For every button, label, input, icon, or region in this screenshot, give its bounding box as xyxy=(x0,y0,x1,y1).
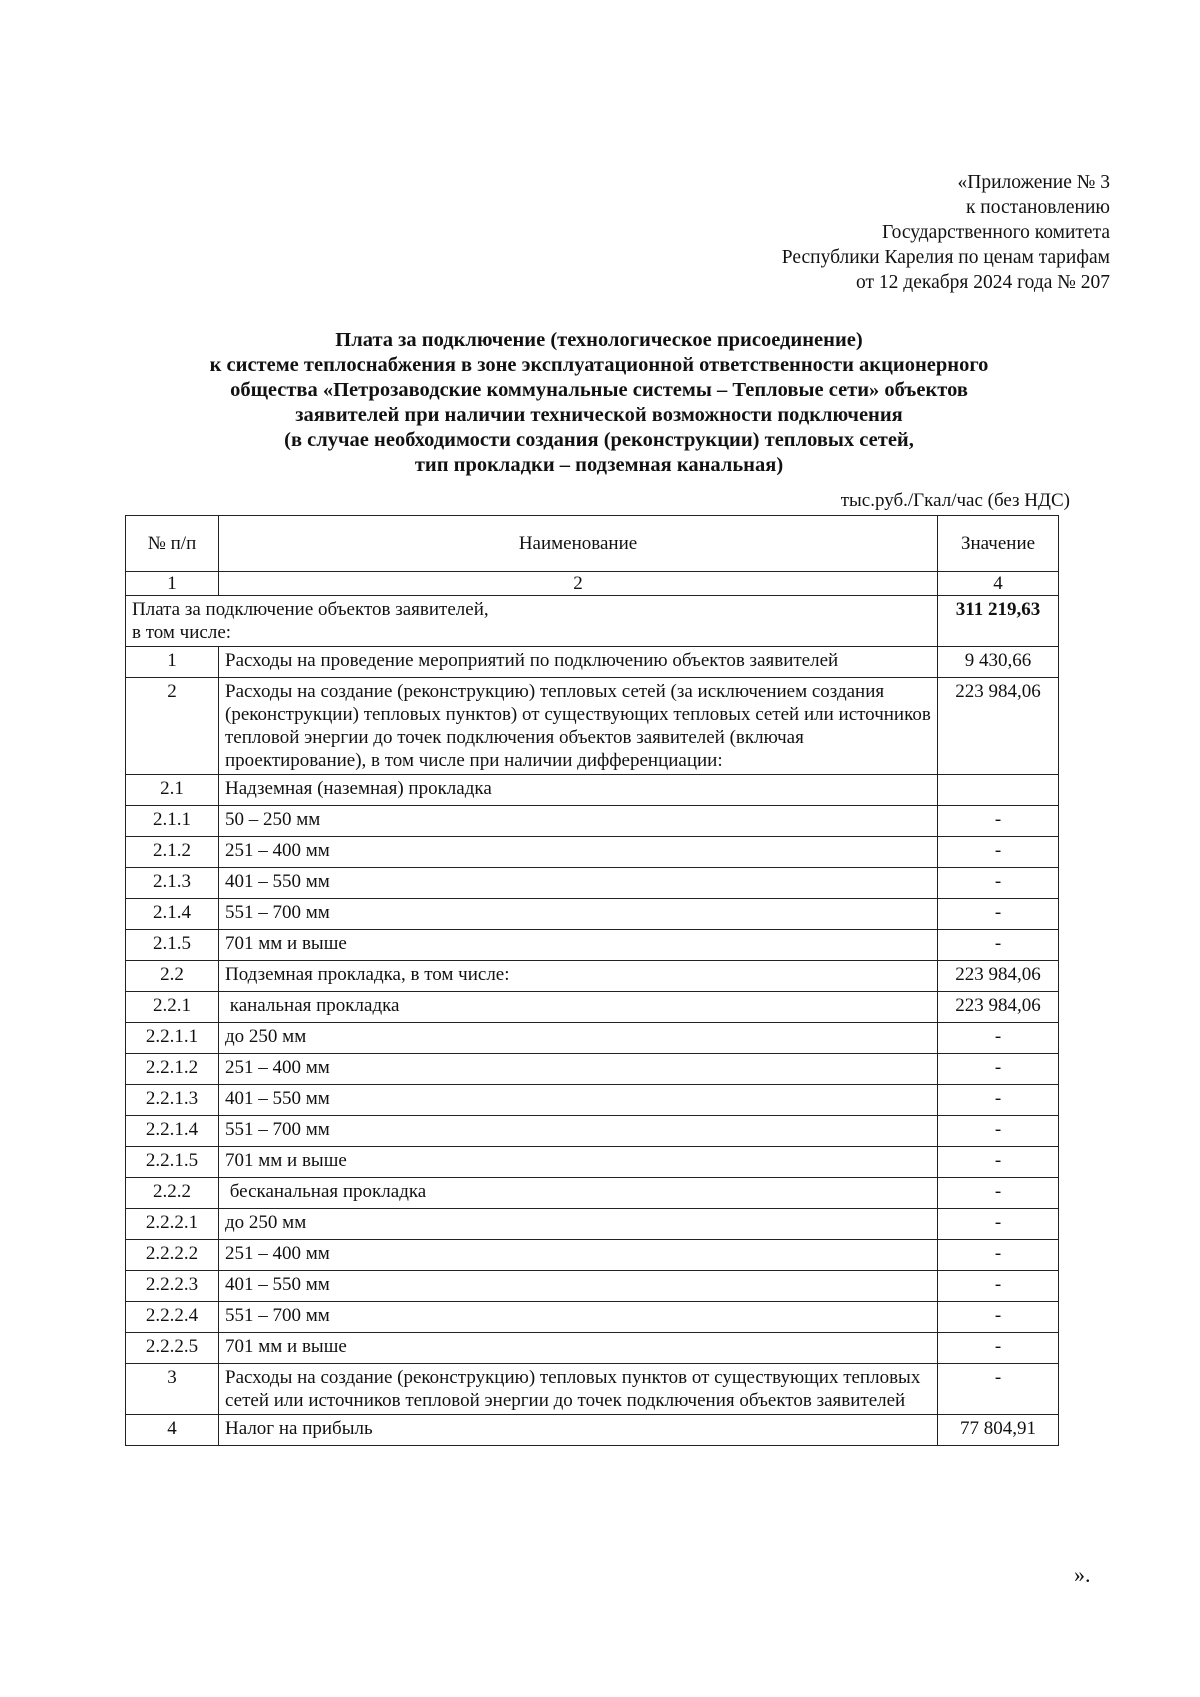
appendix-line: от 12 декабря 2024 года № 207 xyxy=(856,272,1110,293)
row-value: 77 804,91 xyxy=(938,1415,1059,1446)
row-name: 401 – 550 мм xyxy=(219,868,938,899)
row-number: 2.1.3 xyxy=(126,868,219,899)
row-number: 2.2.2.2 xyxy=(126,1240,219,1271)
document-title xyxy=(128,328,1070,478)
row-name: 251 – 400 мм xyxy=(219,837,938,868)
title-line: к системе теплоснабжения в зоне эксплуатационной ответственности акционерного xyxy=(209,354,989,376)
header-value: Значение xyxy=(938,516,1059,572)
row-name: 551 – 700 мм xyxy=(219,1116,938,1147)
row-name: канальная прокладка xyxy=(219,992,938,1023)
row-value: - xyxy=(938,1054,1059,1085)
row-name: Расходы на создание (реконструкцию) тепловых сетей (за исключением создания (реконструкции) тепловых пунктов) от существующих тепловых сетей или источников тепловой энергии до точек подключения объектов заявителей (включая проектирование), в том числе при наличии дифференциации: xyxy=(219,678,938,775)
row-value: - xyxy=(938,1209,1059,1240)
tariff-table xyxy=(125,515,1059,1446)
row-number: 4 xyxy=(126,1415,219,1446)
row-name: 551 – 700 мм xyxy=(219,1302,938,1333)
row-value xyxy=(938,775,1059,806)
total-row xyxy=(126,596,1059,647)
row-number: 2.2.2.1 xyxy=(126,1209,219,1240)
table-row xyxy=(126,647,1059,678)
table-row xyxy=(126,868,1059,899)
table-row xyxy=(126,1116,1059,1147)
row-name: 551 – 700 мм xyxy=(219,899,938,930)
closing-quote: ». xyxy=(1074,1562,1091,1587)
row-number: 2.2.1.4 xyxy=(126,1116,219,1147)
row-name: 701 мм и выше xyxy=(219,1147,938,1178)
row-value: - xyxy=(938,1085,1059,1116)
table-row xyxy=(126,1085,1059,1116)
row-value: - xyxy=(938,806,1059,837)
header-name: Наименование xyxy=(219,516,938,572)
row-number: 2.1.1 xyxy=(126,806,219,837)
column-number-row xyxy=(126,572,1059,596)
row-number: 3 xyxy=(126,1364,219,1415)
column-number: 4 xyxy=(938,572,1059,596)
appendix-header xyxy=(782,170,1110,295)
row-name: 401 – 550 мм xyxy=(219,1271,938,1302)
table-row xyxy=(126,1023,1059,1054)
table-row xyxy=(126,1209,1059,1240)
table-row xyxy=(126,1271,1059,1302)
row-value: - xyxy=(938,1271,1059,1302)
title-line: заявителей при наличии технической возможности подключения xyxy=(295,404,903,426)
row-value: 223 984,06 xyxy=(938,678,1059,775)
row-name: Расходы на проведение мероприятий по подключению объектов заявителей xyxy=(219,647,938,678)
total-name-line: в том числе: xyxy=(132,622,232,643)
row-name: 701 мм и выше xyxy=(219,1333,938,1364)
table-row xyxy=(126,899,1059,930)
row-number: 2.2.1.5 xyxy=(126,1147,219,1178)
row-name: до 250 мм xyxy=(219,1209,938,1240)
row-number: 2.2.1.2 xyxy=(126,1054,219,1085)
row-value: 223 984,06 xyxy=(938,992,1059,1023)
table-header-row xyxy=(126,516,1059,572)
units-note: тыс.руб./Гкал/час (без НДС) xyxy=(840,490,1070,511)
table-row xyxy=(126,775,1059,806)
appendix-line: Государственного комитета xyxy=(882,222,1110,243)
row-number: 2.2.1.3 xyxy=(126,1085,219,1116)
row-value: - xyxy=(938,930,1059,961)
row-name: 251 – 400 мм xyxy=(219,1054,938,1085)
row-number: 1 xyxy=(126,647,219,678)
appendix-line: Республики Карелия по ценам тарифам xyxy=(781,247,1110,268)
column-number: 1 xyxy=(126,572,219,596)
row-number: 2.1 xyxy=(126,775,219,806)
total-name-line: Плата за подключение объектов заявителей, xyxy=(132,599,489,620)
row-name: 701 мм и выше xyxy=(219,930,938,961)
row-number: 2.2.2.5 xyxy=(126,1333,219,1364)
row-number: 2 xyxy=(126,678,219,775)
row-name: Надземная (наземная) прокладка xyxy=(219,775,938,806)
row-value: - xyxy=(938,1333,1059,1364)
row-value: - xyxy=(938,1023,1059,1054)
row-value: - xyxy=(938,1116,1059,1147)
table-row xyxy=(126,806,1059,837)
title-line: (в случае необходимости создания (реконструкции) тепловых сетей, xyxy=(284,429,914,451)
table-row xyxy=(126,930,1059,961)
table-row xyxy=(126,1333,1059,1364)
row-value: - xyxy=(938,1364,1059,1415)
table-row xyxy=(126,1302,1059,1333)
table-row xyxy=(126,837,1059,868)
row-name: до 250 мм xyxy=(219,1023,938,1054)
appendix-line: «Приложение № 3 xyxy=(957,172,1110,193)
row-number: 2.2 xyxy=(126,961,219,992)
table-row xyxy=(126,678,1059,775)
table-row xyxy=(126,992,1059,1023)
title-line: тип прокладки – подземная канальная) xyxy=(414,454,784,476)
row-name: 401 – 550 мм xyxy=(219,1085,938,1116)
row-number: 2.2.2.3 xyxy=(126,1271,219,1302)
header-num: № п/п xyxy=(126,516,219,572)
title-line: общества «Петрозаводские коммунальные системы – Тепловые сети» объектов xyxy=(230,379,968,401)
row-name: 50 – 250 мм xyxy=(219,806,938,837)
table-row xyxy=(126,1364,1059,1415)
row-number: 2.1.4 xyxy=(126,899,219,930)
row-name: 251 – 400 мм xyxy=(219,1240,938,1271)
title-line: Плата за подключение (технологическое присоединение) xyxy=(335,329,863,351)
table-row xyxy=(126,1415,1059,1446)
row-number: 2.2.2.4 xyxy=(126,1302,219,1333)
total-value: 311 219,63 xyxy=(938,596,1059,647)
table-row xyxy=(126,1178,1059,1209)
table-row xyxy=(126,1054,1059,1085)
row-name: Налог на прибыль xyxy=(219,1415,938,1446)
row-value: - xyxy=(938,1240,1059,1271)
table-row xyxy=(126,1147,1059,1178)
row-number: 2.2.1.1 xyxy=(126,1023,219,1054)
appendix-line: к постановлению xyxy=(965,197,1110,218)
row-value: - xyxy=(938,837,1059,868)
table-row xyxy=(126,961,1059,992)
row-value: 9 430,66 xyxy=(938,647,1059,678)
row-name: Подземная прокладка, в том числе: xyxy=(219,961,938,992)
row-value: - xyxy=(938,868,1059,899)
column-number: 2 xyxy=(219,572,938,596)
row-number: 2.1.2 xyxy=(126,837,219,868)
total-name xyxy=(126,596,938,647)
row-value: - xyxy=(938,1302,1059,1333)
row-value: - xyxy=(938,1178,1059,1209)
row-value: - xyxy=(938,899,1059,930)
row-name: Расходы на создание (реконструкцию) тепловых пунктов от существующих тепловых сетей или источников тепловой энергии до точек подключения объектов заявителей xyxy=(219,1364,938,1415)
row-value: 223 984,06 xyxy=(938,961,1059,992)
row-number: 2.1.5 xyxy=(126,930,219,961)
row-name: бесканальная прокладка xyxy=(219,1178,938,1209)
row-number: 2.2.2 xyxy=(126,1178,219,1209)
row-number: 2.2.1 xyxy=(126,992,219,1023)
row-value: - xyxy=(938,1147,1059,1178)
table-row xyxy=(126,1240,1059,1271)
